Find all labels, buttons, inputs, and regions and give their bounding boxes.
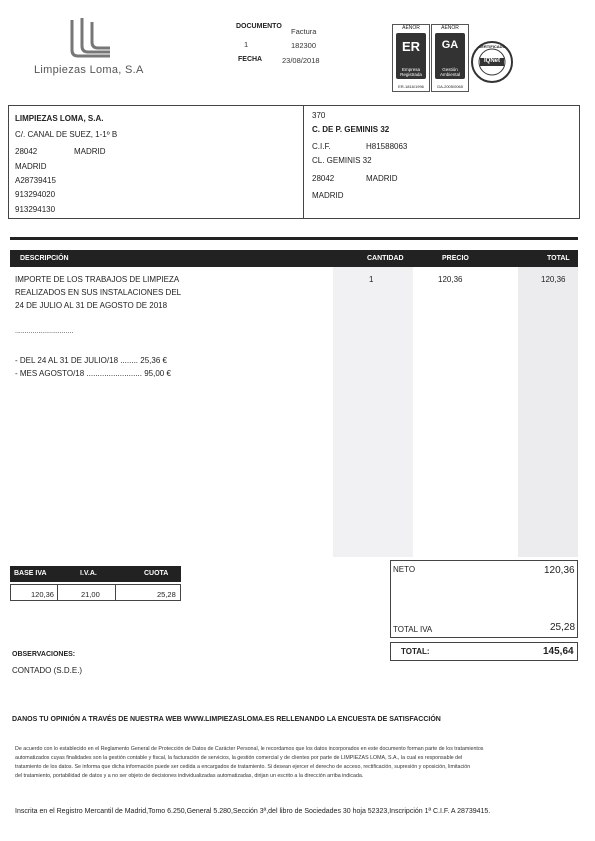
column-header-quantity: CANTIDAD bbox=[367, 255, 404, 262]
privacy-notice: De acuerdo con lo establecido en el Reglamento General de Protección de Datos de Carácter Personal, le recordamos que los datos incorporados en este documento forman parte de los tratamientos automatizados cuyas finalidades son la gestión contable y fiscal, la facturación de servicios, la gestión comercial y de clientes por parte de LIMPIEZAS LOMA, S.A., la cual es responsable del tratamiento de los datos. Se informa que dicha información puede ser cedida a encargados de tratamiento. Si desean ejercer el derecho de acceso, rectificación, supresión y oposición, limitación del tratamiento, portabilidad de datos y a no ser objeto de decisiones individualizadas automatizadas, dirijan un escrito a la dirección arriba indicada. bbox=[15, 746, 484, 779]
iva-table-header bbox=[10, 566, 181, 582]
date-label: FECHA bbox=[238, 56, 263, 63]
company-logo bbox=[66, 16, 114, 60]
neto-label: NETO bbox=[393, 565, 416, 574]
document-type: Factura bbox=[291, 27, 317, 36]
detail-line: - DEL 24 AL 31 DE JULIO/18 ........ 25,36 € bbox=[15, 356, 167, 365]
sender-name: LIMPIEZAS LOMA, S.A. bbox=[15, 114, 104, 123]
iva-rate-value: 21,00 bbox=[81, 590, 100, 599]
column-header-description: DESCRIPCIÓN bbox=[20, 255, 69, 262]
line-total: 120,36 bbox=[541, 275, 566, 284]
registry-footer: Inscrita en el Registro Mercantil de Madrid,Tomo 6.250,General 5.280,Sección 3ª,del libro de Sociedades 30 hoja 52323,Inscripción 1ª C.I.F. A 28739415. bbox=[15, 808, 491, 815]
aenor-er-logo: AENOR ER Empresa Registrada ER-1816/1996 bbox=[392, 24, 430, 92]
iva-table-row bbox=[10, 584, 181, 601]
iva-total-value: 25,28 bbox=[550, 622, 576, 633]
iva-quota-value: 25,28 bbox=[157, 590, 176, 599]
iva-base-value: 120,36 bbox=[31, 590, 54, 599]
total-label: TOTAL: bbox=[401, 647, 430, 656]
aenor-ga-logo: AENOR GA Gestión Ambiental GA-2005/0065 bbox=[431, 24, 469, 92]
observations-label: OBSERVACIONES: bbox=[12, 651, 76, 658]
customer-street: CL. GEMINIS 32 bbox=[312, 156, 372, 165]
neto-value: 120,36 bbox=[544, 565, 575, 576]
customer-code: 370 bbox=[312, 111, 326, 120]
detail-line: - MES AGOSTO/18 ......................... 95,00 € bbox=[15, 369, 171, 378]
document-date: 23/08/2018 bbox=[282, 56, 320, 65]
address-divider bbox=[303, 105, 304, 218]
company-logo-name: Limpiezas Loma, S.A bbox=[34, 64, 144, 76]
line-description bbox=[15, 273, 181, 312]
iva-header-rate: I.V.A. bbox=[80, 570, 97, 577]
sender-cif: A28739415 bbox=[15, 176, 56, 185]
total-column bbox=[518, 267, 578, 557]
observations-value: CONTADO (S.D.E.) bbox=[12, 666, 83, 675]
description-separator: .............................. bbox=[15, 328, 74, 335]
sender-province: MADRID bbox=[15, 162, 47, 171]
column-header-price: PRECIO bbox=[442, 255, 469, 262]
customer-cif: H81588063 bbox=[366, 142, 408, 151]
column-header-total: TOTAL bbox=[547, 255, 570, 262]
sender-city: MADRID bbox=[74, 147, 106, 156]
customer-province: MADRID bbox=[312, 191, 344, 200]
iva-header-quota: CUOTA bbox=[144, 570, 169, 577]
sender-street: C/. CANAL DE SUEZ, 1-1º B bbox=[15, 130, 118, 139]
iva-total-label: TOTAL IVA bbox=[393, 625, 433, 634]
customer-name: C. DE P. GEMINIS 32 bbox=[312, 125, 390, 134]
quantity-column bbox=[333, 267, 413, 557]
description-line: IMPORTE DE LOS TRABAJOS DE LIMPIEZA bbox=[15, 275, 180, 284]
header-rule bbox=[10, 237, 578, 240]
iva-header-base: BASE IVA bbox=[14, 570, 47, 577]
description-line: REALIZADOS EN SUS INSTALACIONES DEL bbox=[15, 288, 182, 297]
document-label: DOCUMENTO bbox=[236, 23, 282, 30]
price-column bbox=[413, 267, 518, 557]
line-price: 120,36 bbox=[438, 275, 463, 284]
description-line: 24 DE JULIO AL 31 DE AGOSTO DE 2018 bbox=[15, 301, 168, 310]
document-number: 182300 bbox=[291, 41, 317, 50]
detail-lines bbox=[15, 354, 171, 380]
document-series: 1 bbox=[244, 40, 249, 49]
sender-fax: 913294130 bbox=[15, 205, 56, 214]
line-quantity: 1 bbox=[369, 275, 374, 284]
lines-table-header bbox=[10, 250, 578, 267]
sender-phone: 913294020 bbox=[15, 190, 56, 199]
customer-postcode: 28042 bbox=[312, 174, 335, 183]
customer-cif-label: C.I.F. bbox=[312, 142, 331, 151]
customer-city: MADRID bbox=[366, 174, 398, 183]
total-value: 145,64 bbox=[543, 646, 574, 657]
sender-postcode: 28042 bbox=[15, 147, 38, 156]
iqnet-seal-logo: CERTIFICADO IQNet bbox=[470, 40, 514, 84]
survey-message: DANOS TU OPINIÓN A TRAVÉS DE NUESTRA WEB WWW.LIMPIEZASLOMA.ES RELLENANDO LA ENCUESTA DE SATISFACCIÓN bbox=[12, 716, 441, 723]
